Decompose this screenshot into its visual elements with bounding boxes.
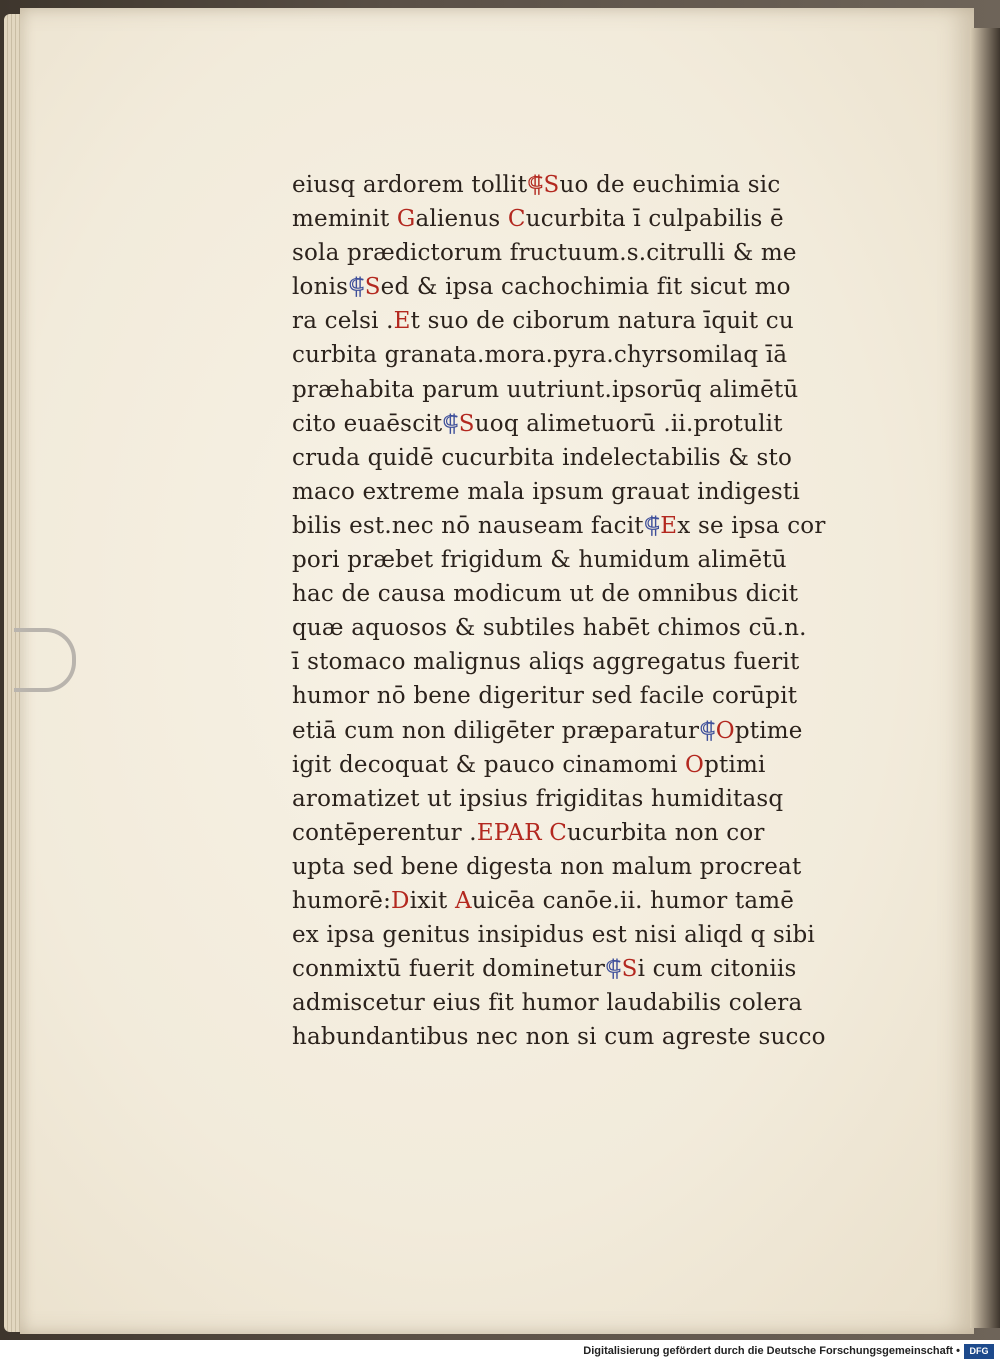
text-span: pori præbet frigidum & humidum alimētū [292, 547, 787, 574]
text-span: t suo de ciborum natura īquit cu [410, 308, 794, 335]
text-span: ucurbita non cor [567, 819, 765, 846]
rubric-letter: G [396, 206, 416, 233]
text-line [292, 373, 852, 407]
text-span: ī stomaco malignus aliqs aggregatus fuerit [292, 649, 800, 676]
text-span: ptime [734, 717, 803, 744]
text-line [292, 509, 852, 543]
text-line [292, 475, 852, 509]
text-span: alienus [415, 206, 508, 233]
text-line [292, 270, 852, 304]
text-line [292, 816, 852, 850]
rubric-letter: ⸿ [527, 172, 544, 198]
text-span: meminit [292, 206, 397, 233]
paragraph-mark-icon: ⸿ [643, 512, 661, 539]
text-span: conmixtū fuerit dominetur [292, 956, 606, 983]
text-line [292, 748, 852, 782]
text-line [292, 236, 852, 270]
text-line [292, 611, 852, 645]
manuscript-page [20, 8, 974, 1334]
text-line [292, 202, 852, 236]
text-span: igit decoquat & pauco cinamomi [292, 751, 686, 778]
bleed-through-mark [150, 128, 220, 188]
text-span: cito euaēscit [292, 410, 443, 437]
text-span: lonis [292, 274, 349, 301]
text-line [292, 645, 852, 679]
text-line [292, 338, 852, 372]
rubric-letter: S [364, 274, 381, 301]
text-line [292, 850, 852, 884]
paper-clip-icon [14, 628, 76, 692]
text-line [292, 679, 852, 713]
text-span: curbita granata.mora.pyra.chyrsomilaq īā [292, 342, 788, 369]
text-line [292, 168, 852, 202]
text-line [292, 441, 852, 475]
rubric-letter: C [507, 206, 526, 233]
text-span: x se ipsa cor [677, 512, 826, 539]
text-span: sola prædictorum fructuum.s.citrulli & me [292, 240, 797, 267]
rubric-letter: O [715, 717, 735, 744]
text-span: etiā cum non diligēter præparatur [292, 717, 700, 744]
text-span: humor nō bene digeritur sed facile corūpit [292, 683, 798, 710]
paragraph-mark-icon: ⸿ [442, 410, 459, 437]
text-line [292, 407, 852, 441]
text-span: hac de causa modicum ut de omnibus dicit [292, 581, 799, 608]
rubric-letter: C [549, 819, 568, 846]
paragraph-mark-icon: ⸿ [699, 717, 716, 744]
text-line [292, 577, 852, 611]
rubric-letter: A [454, 887, 472, 914]
text-span: contēperentur . [292, 819, 477, 846]
text-line [292, 986, 852, 1020]
paragraph-mark-icon: ⸿ [348, 274, 365, 301]
text-span: ex ipsa genitus insipidus est nisi aliqd q sibi [292, 922, 815, 949]
rubric-letter: EPAR [476, 819, 542, 846]
text-span: quæ aquosos & subtiles habēt chimos cū.n. [292, 615, 807, 642]
rubric-letter: E [393, 308, 411, 335]
text-span: bilis est.nec nō nauseam facit [292, 512, 644, 539]
text-span: aromatizet ut ipsius frigiditas humiditasq [292, 785, 784, 812]
text-line [292, 1020, 852, 1054]
text-line [292, 952, 852, 986]
rubric-letter: S [621, 956, 638, 983]
book-gutter [970, 28, 1000, 1328]
rubric-letter: S [543, 172, 560, 198]
text-span: uo de euchimia sic [559, 172, 781, 198]
text-span: ra celsi . [292, 308, 394, 335]
dfg-logo: DFG [964, 1344, 994, 1359]
text-span: habundantibus nec non si cum agreste succo [292, 1024, 826, 1051]
text-line [292, 918, 852, 952]
text-span: ucurbita ī culpabilis ē [525, 206, 784, 233]
text-span: cruda quidē cucurbita indelectabilis & sto [292, 444, 792, 471]
text-span: admiscetur eius fit humor laudabilis colera [292, 990, 803, 1017]
text-span: eiusq ardorem tollit [292, 172, 528, 198]
rubric-letter: S [458, 410, 475, 437]
rubric-letter: O [685, 751, 705, 778]
rubric-letter: D [391, 887, 410, 914]
rubric-letter: E [660, 512, 678, 539]
text-span: præhabita parum uutriunt.ipsorūq alimētū [292, 376, 799, 403]
manuscript-text-block [292, 168, 852, 1054]
text-line [292, 884, 852, 918]
text-span: maco extreme mala ipsum grauat indigesti [292, 478, 800, 505]
text-span: ed & ipsa cachochimia fit sicut mo [380, 274, 791, 301]
text-span: i cum citoniis [637, 956, 797, 983]
text-span: upta sed bene digesta non malum procreat [292, 853, 802, 880]
text-span: uoq alimetuorū .ii.protulit [474, 410, 783, 437]
text-line [292, 304, 852, 338]
text-span: ptimi [704, 751, 766, 778]
text-span: uicēa canōe.ii. humor tamē [471, 887, 795, 914]
text-span: humorē: [292, 887, 392, 914]
paragraph-mark-icon: ⸿ [605, 956, 622, 983]
text-line [292, 782, 852, 816]
digitization-credit: Digitalisierung gefördert durch die Deutsche Forschungsgemeinschaft • [583, 1345, 960, 1357]
text-line [292, 714, 852, 748]
text-line [292, 543, 852, 577]
text-span: ixit [409, 887, 455, 914]
footer-bar [0, 1340, 1000, 1364]
